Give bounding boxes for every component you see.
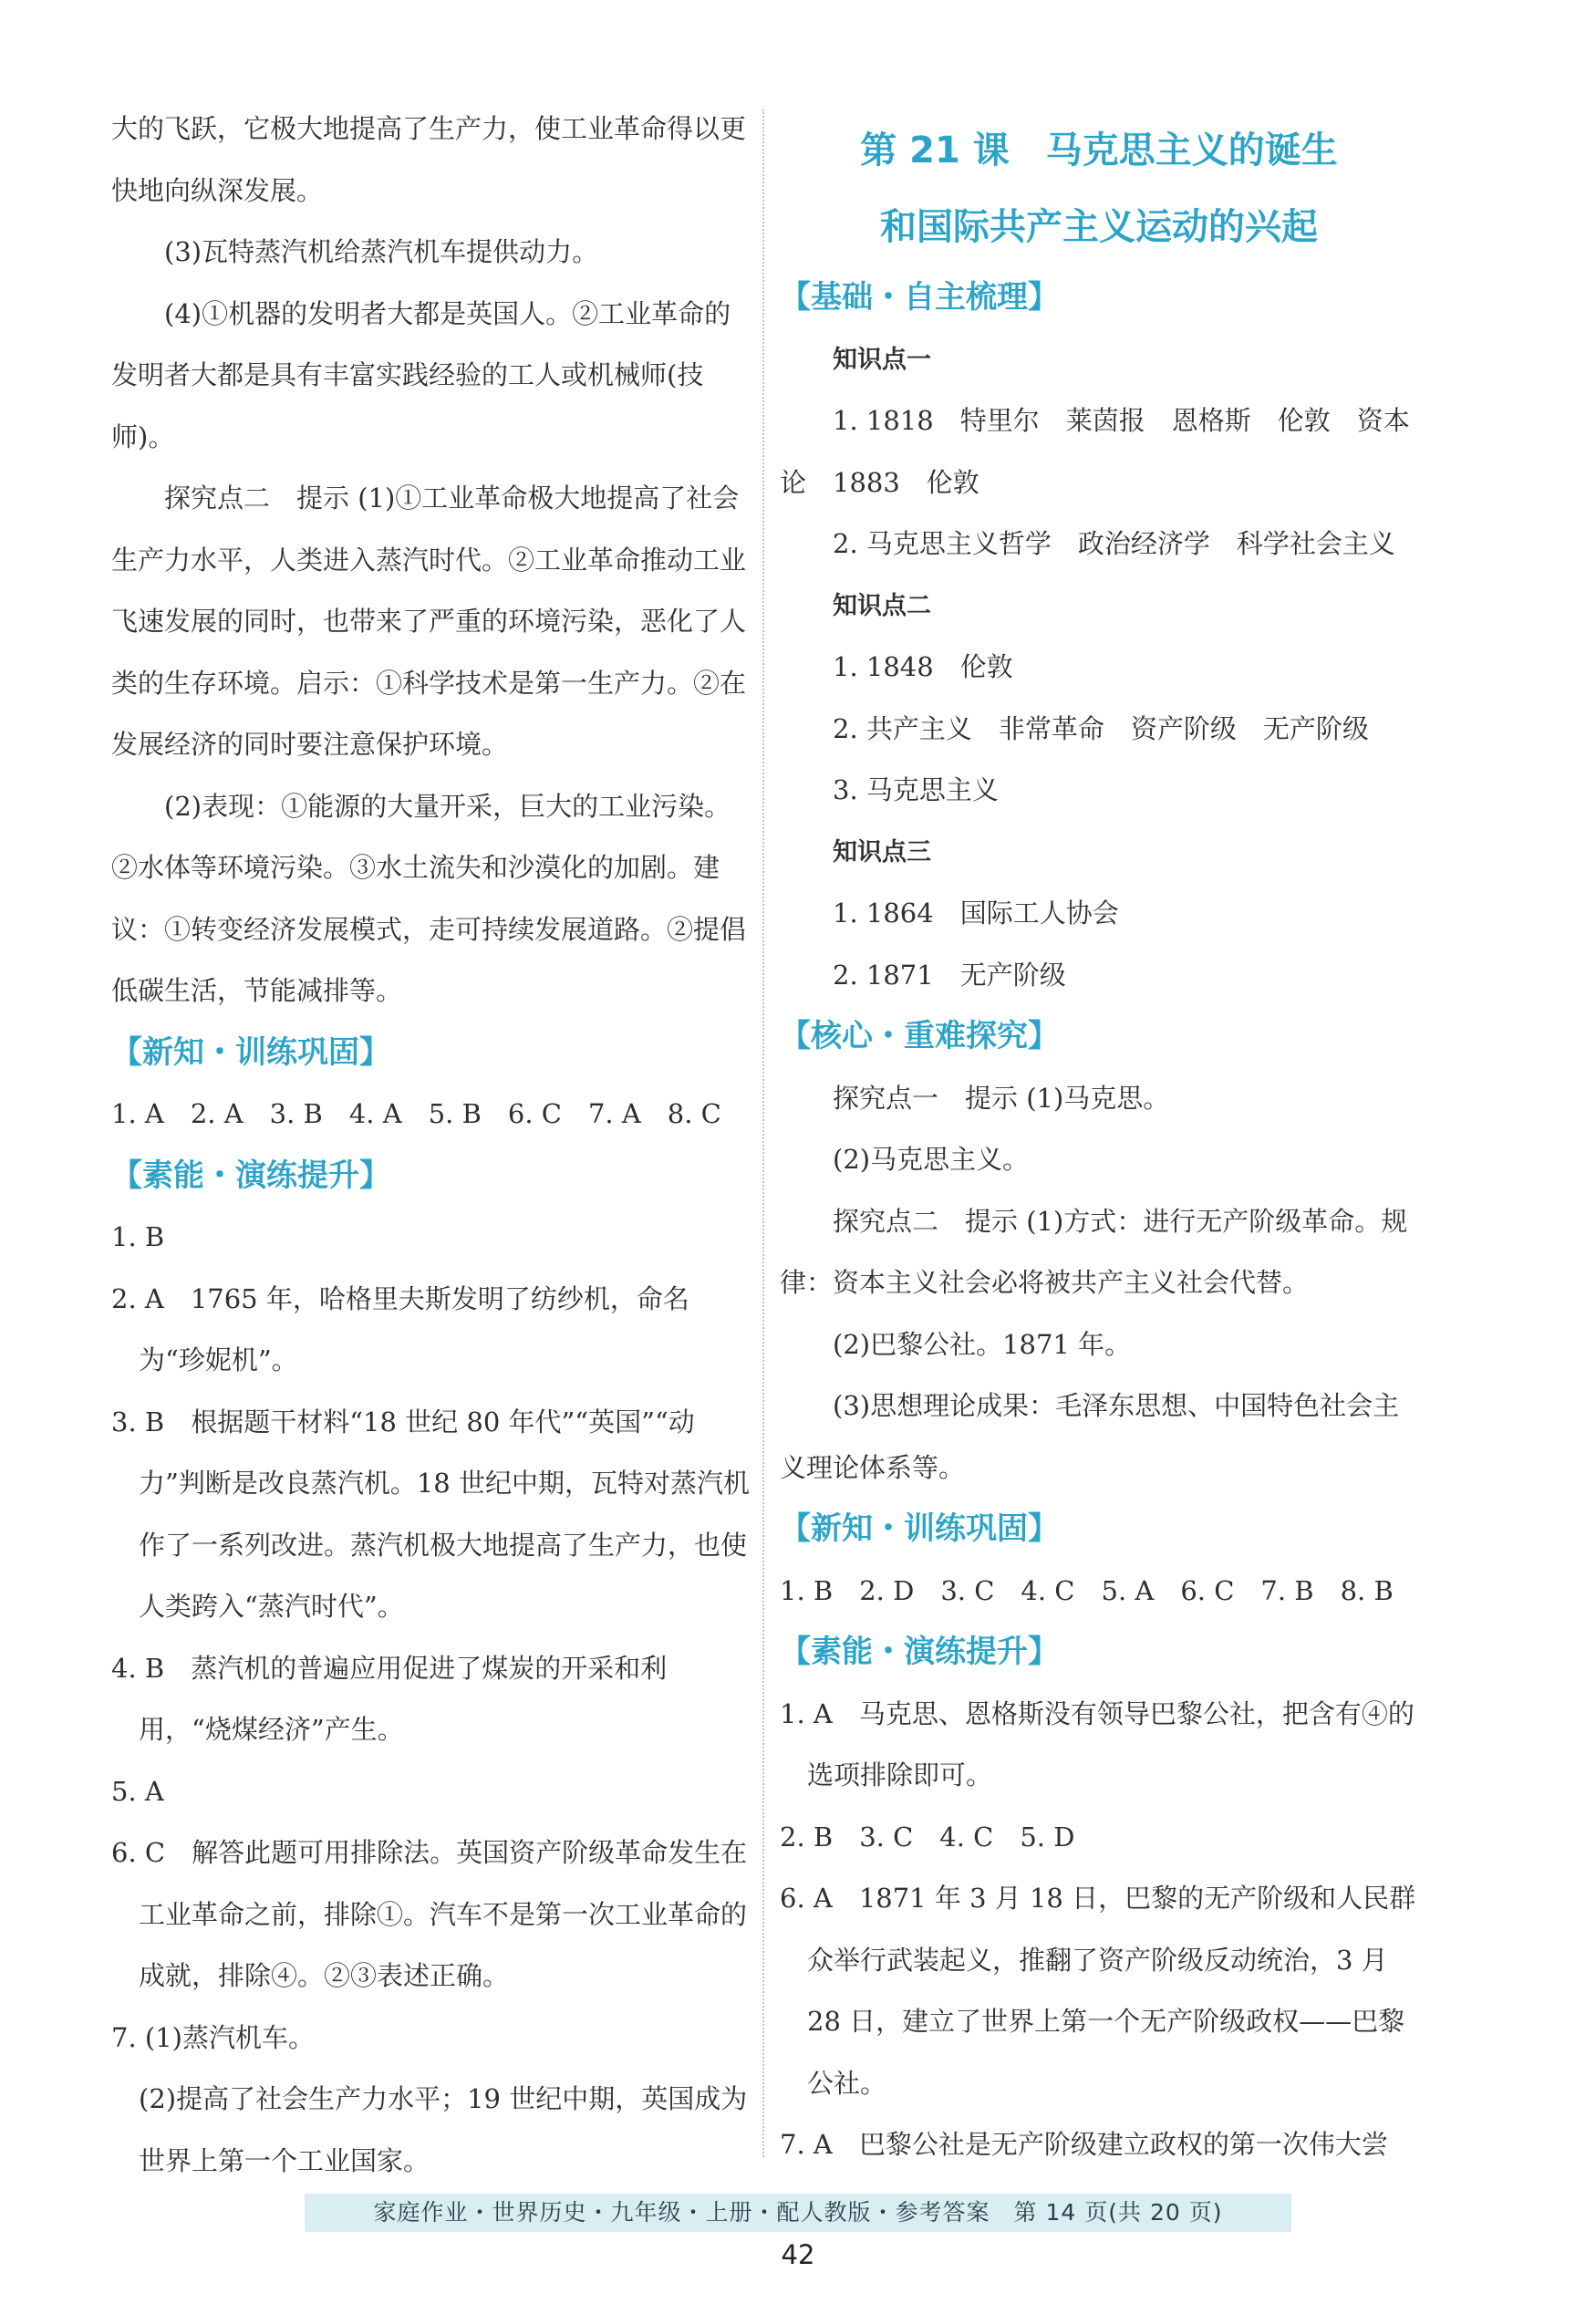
text-line: 大的飞跃，它极大地提高了生产力，使工业革命得以更快地向纵深发展。 xyxy=(111,113,747,206)
section-heading: 【新知・训练巩固】 xyxy=(780,1510,1059,1547)
knowledge-point-label: 知识点二 xyxy=(833,591,931,620)
text-line: (3)思想理论成果：毛泽东思想、中国特色社会主义理论体系等。 xyxy=(780,1390,1400,1483)
answer-item: 3. 马克思主义 xyxy=(833,774,999,805)
answer-item: 1. B xyxy=(111,1221,165,1252)
answer-item: 2. B 3. C 4. C 5. D xyxy=(780,1821,1075,1853)
section-heading: 【素能・演练提升】 xyxy=(111,1157,390,1194)
answer-item: 2. 1871 无产阶级 xyxy=(833,959,1066,991)
text-line: (3)瓦特蒸汽机给蒸汽机车提供动力。 xyxy=(164,236,599,267)
section-heading: 【素能・演练提升】 xyxy=(780,1634,1059,1670)
answer-item: 2. 共产主义 非常革命 资产阶级 无产阶级 xyxy=(833,712,1369,744)
answer-item: 2. A 1765 年，哈格里夫斯发明了纺纱机，命名为“珍妮机”。 xyxy=(111,1282,689,1375)
lesson-title-line2: 和国际共产主义运动的兴起 xyxy=(880,206,1318,248)
text-line: 探究点二 提示 (1)①工业革命极大地提高了社会生产力水平，人类进入蒸汽时代。②工业革命推动工业飞速发展的同时，也带来了严重的环境污染，恶化了人类的生存环境。启示：①科学技术是第一生产力。②在发展经济的同时要注意保护环境。 xyxy=(111,483,747,760)
left-column xyxy=(111,99,750,2192)
answer-item: 6. A 1871 年 3 月 18 日，巴黎的无产阶级和人民群众举行武装起义，推翻了资产阶级反动统治，3 月 28 日，建立了世界上第一个无产阶级政权——巴黎公社。 xyxy=(780,1883,1416,2099)
answer-item: 4. B 蒸汽机的普遍应用促进了煤炭的开采和利用，“烧煤经济”产生。 xyxy=(111,1652,668,1745)
text-line: (2)马克思主义。 xyxy=(833,1144,1030,1175)
section-heading: 【核心・重难探究】 xyxy=(780,1018,1059,1054)
knowledge-point-label: 知识点一 xyxy=(833,345,931,374)
answer-item: (2)提高了社会生产力水平；19 世纪中期，英国成为世界上第一个工业国家。 xyxy=(139,2083,748,2176)
column-divider xyxy=(762,109,764,2157)
answer-list: 1. A 2. A 3. B 4. A 5. B 6. C 7. A 8. C xyxy=(111,1098,721,1129)
answer-list: 1. B 2. D 3. C 4. C 5. A 6. C 7. B 8. B xyxy=(780,1574,1394,1606)
answer-item: 1. 1848 伦敦 xyxy=(833,651,1013,682)
answer-item: 2. 马克思主义哲学 政治经济学 科学社会主义 xyxy=(833,528,1395,559)
answer-item: 3. B 根据题干材料“18 世纪 80 年代”“英国”“动力”判断是改良蒸汽机。18 世纪中期，瓦特对蒸汽机作了一系列改进。蒸汽机极大地提高了生产力，也使人类跨入“蒸汽时代”。 xyxy=(111,1406,750,1622)
answer-item: 7. (1)蒸汽机车。 xyxy=(111,2021,315,2053)
answer-item: 5. A xyxy=(111,1775,164,1807)
lesson-title: 第 21 课 马克思主义的诞生 xyxy=(860,130,1338,171)
answer-item: 7. A 巴黎公社是无产阶级建立政权的第一次伟大尝 xyxy=(780,2129,1388,2160)
answer-item: 1. 1864 国际工人协会 xyxy=(833,898,1119,929)
text-line: (4)①机器的发明者大都是英国人。②工业革命的发明者大都是具有丰富实践经验的工人或机械师(技师)。 xyxy=(111,297,731,452)
answer-item: 1. 1818 特里尔 莱茵报 恩格斯 伦敦 资本论 1883 伦敦 xyxy=(780,405,1410,498)
page-number: 42 xyxy=(781,2239,815,2270)
right-column xyxy=(780,114,1418,2176)
text-line: (2)表现：①能源的大量开采，巨大的工业污染。②水体等环境污染。③水土流失和沙漠化的加剧。建议：①转变经济发展模式，走可持续发展道路。②提倡低碳生活，节能减排等。 xyxy=(111,790,747,1006)
answer-item: 1. A 马克思、恩格斯没有领导巴黎公社，把含有④的选项排除即可。 xyxy=(780,1697,1415,1790)
section-heading: 【基础・自主梳理】 xyxy=(780,279,1059,316)
footer-band: 家庭作业・世界历史・九年级・上册・配人教版・参考答案 第 14 页(共 20 页) xyxy=(305,2194,1291,2232)
answer-item: 6. C 解答此题可用排除法。英国资产阶级革命发生在工业革命之前，排除①。汽车不是第一次工业革命的成就，排除④。②③表述正确。 xyxy=(111,1837,748,1991)
text-line: 探究点二 提示 (1)方式：进行无产阶级革命。规律：资本主义社会必将被共产主义社会代替。 xyxy=(780,1205,1408,1298)
knowledge-point-label: 知识点三 xyxy=(833,837,931,867)
text-line: 探究点一 提示 (1)马克思。 xyxy=(833,1082,1170,1114)
text-line: (2)巴黎公社。1871 年。 xyxy=(833,1328,1132,1360)
section-heading: 【新知・训练巩固】 xyxy=(111,1033,390,1071)
